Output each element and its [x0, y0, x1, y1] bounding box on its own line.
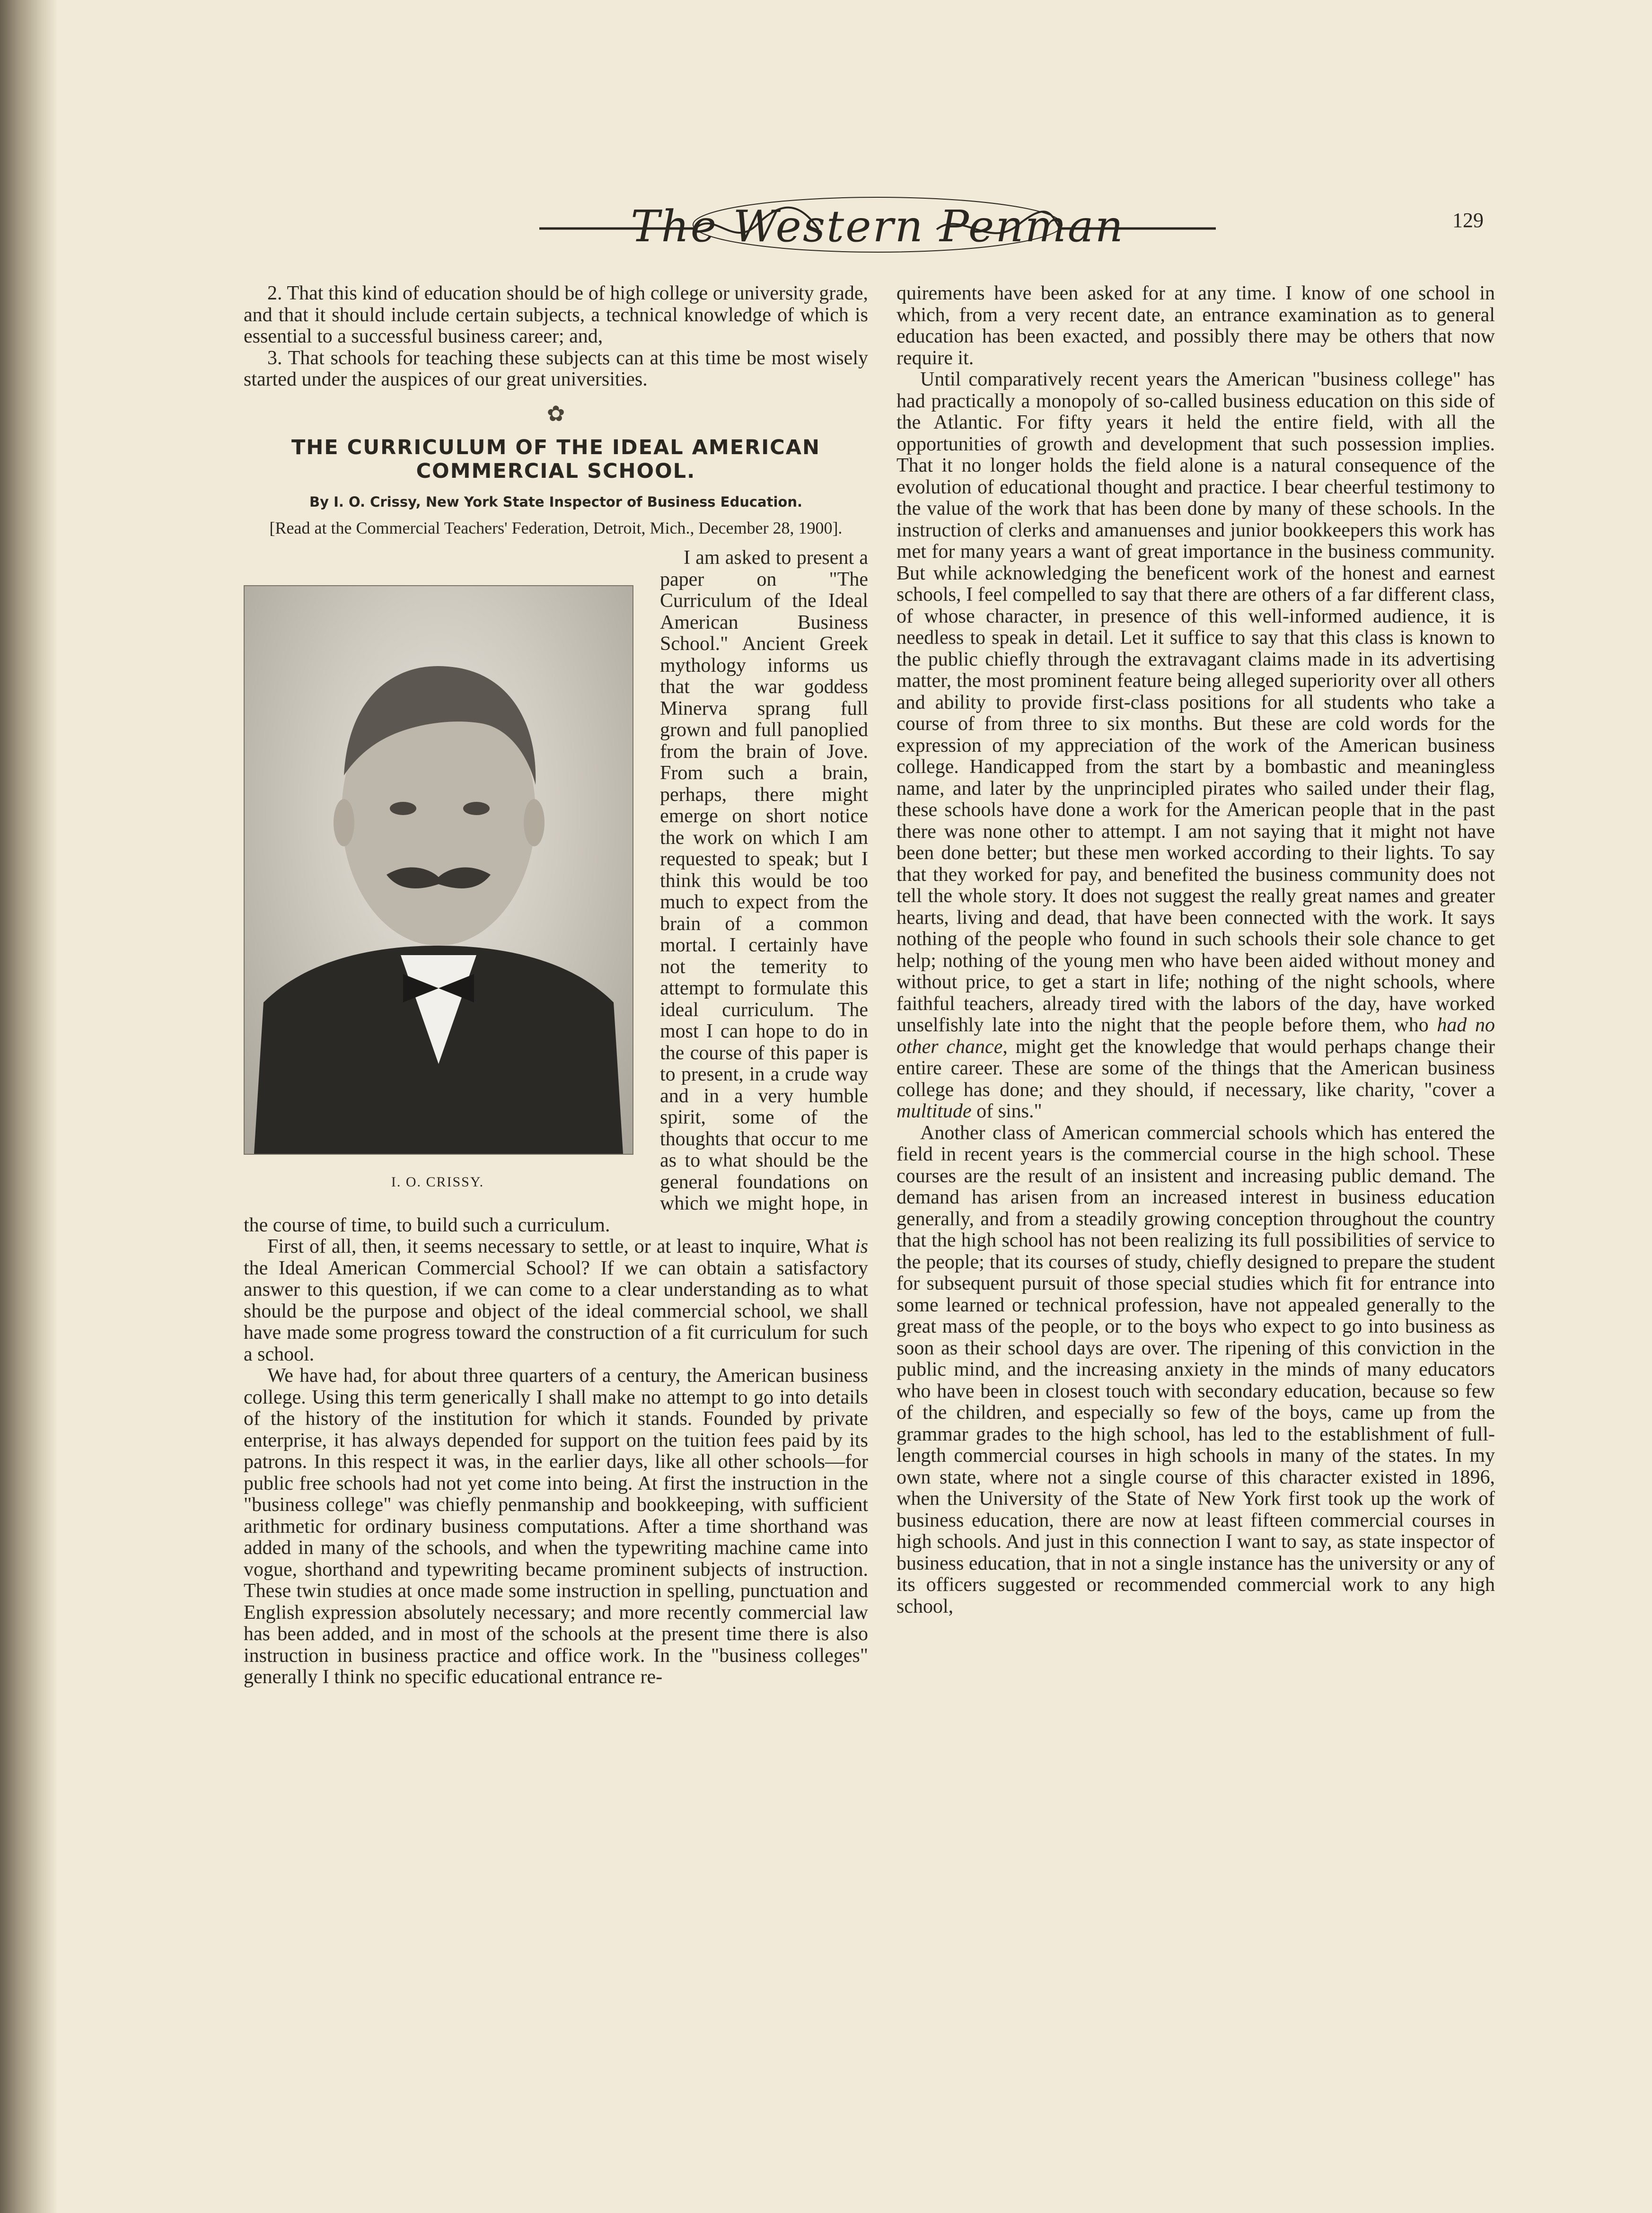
paragraph: 2. That this kind of education should be of high college or university grade, and that it should include certain subjects, a technical knowledge of which is essential to a successful business career; and, — [244, 282, 868, 347]
paragraph: Another class of American commercial schools which has entered the field in recent years is the commercial course in the high school. These courses are the result of an insistent and increasing public demand. The demand has arisen from an increased interest in business education generally, and from a steadily growing conception throughout the country that the high school has not been realizing its full possibilities of service to the people; that its courses of study, chiefly designed to prepare the student for subsequent pursuit of those special studies which fit for entrance into some learned or technical profession, have not appealed generally to the great mass of the people, or to the boys who expect to go into business as soon as their school days are over. The ripening of this conviction in the public mind, and the increasing anxiety in the minds of many educators who have been in closest touch with secondary education, because so few of the children, and especially so few of the boys, came up from the grammar grades to the high school, has led to the establishment of full-length commercial courses in high schools in many of the states. In my own state, where not a single course of this character existed in 1896, when the University of the State of New York first took up the work of business education, there are now at least fifteen commercial courses in high schools. And just in this connection I want to say, as state inspector of business education, that in not a single instance has the university or any of its officers suggested or recommended commercial work to any high school, — [896, 1122, 1495, 1617]
book-spine-shadow — [0, 0, 57, 2213]
paragraph: 3. That schools for teaching these subjects can at this time be most wisely started under the auspices of our great universities. — [244, 347, 868, 390]
article-headline: THE CURRICULUM OF THE IDEAL AMERICAN COMMERCIAL SCHOOL. — [291, 436, 821, 483]
magazine-page — [57, 0, 1652, 2213]
portrait-photo — [244, 585, 633, 1155]
emphasis: multitude — [896, 1100, 972, 1122]
left-column — [244, 283, 868, 1688]
paragraph: First of all, then, it seems necessary to settle, or at least to inquire, What is the Ideal American Commercial School? If we can obtain a satisfactory answer to this question, if we can come to a clear understanding as to what should be the purpose and object of the ideal commercial school, we shall have made some progress toward the construction of a fit curriculum for such a school. — [244, 1236, 868, 1365]
emphasis: had no other chance — [896, 1014, 1495, 1058]
masthead-title: The Western Penman — [631, 201, 1125, 252]
masthead — [535, 182, 1221, 263]
read-note: [Read at the Commercial Teachers' Federation, Detroit, Mich., December 28, 1900]. — [269, 518, 843, 537]
paragraph: I am asked to present a paper on "The Curriculum of the Ideal American Business School." Ancient Greek mythology informs us that the war goddess Minerva sprang full grown and full panoplied from the brain of Jove. From such a brain, perhaps, there might emerge on short notice the work on which I am requested to speak; but I think this would be too much to expect from the brain of a common mortal. I certainly have not the temerity to attempt to formulate this ideal curriculum. The most I can hope to do in the course of this paper is to present, in a crude way and in a very humble spirit, some of the thoughts that occur to me as to what should be the general foundations on which we might hope, in the course of time, to build such a curriculum. — [244, 547, 868, 1236]
paragraph: quirements have been asked for at any time. I know of one school in which, from a very recent date, an entrance examination as to general education has been exacted, and possibly there may be others that now require it. — [896, 282, 1495, 369]
article-byline: By I. O. Crissy, New York State Inspector of Business Education. — [309, 494, 803, 510]
portrait-caption: I. O. CRISSY. — [391, 1174, 484, 1190]
dingbat-ornament: ✿ — [546, 401, 565, 426]
paragraph: Until comparatively recent years the American "business college" has had practically a monopoly of so-called business education on this side of the Atlantic. For fifty years it held the entire field, with all the opportunities of growth and development that such possession implies. That it no longer holds the field alone is a natural consequence of the evolution of educational thought and practice. I bear cheerful testimony to the value of the work that has been done by many of these schools. In the instruction of clerks and amanuenses and junior bookkeepers this work has met for many years a want of great importance in the business community. But while acknowledging the beneficent work of the honest and earnest schools, I feel compelled to say that there are others of a far different class, of whose character, in presence of this well-informed audience, it is needless to speak in detail. Let it suffice to say that this class is known to the public chiefly through the extravagant claims made in its advertising matter, the most prominent feature being alleged superiority over all others and ability to provide first-class positions for all students who take a course of from three to six months. But these are cold words for the expression of my appreciation of the work of the American business college. Handicapped from the start by a bombastic and meaningless name, and later by the unprincipled pirates who sailed under their flag, these schools have done a work for the American people that in the past there was none other to attempt. I am not saying that it might not have been done better; but these men worked according to their lights. To say that they worked for pay, and benefited the business community does not tell the whole story. It does not suggest the really great names and greater hearts, living and dead, that have been connected with the work. It says nothing of the people who found in such schools their sole chance to get help; nothing of the young men who have been aided without money and without price, to get a start in life; nothing of the night schools, where faithful teachers, already tired with the labors of the day, have worked unselfishly late into the night that the people before them, who had no other chance, might get the knowledge that would perhaps change their entire career. These are some of the things that the American business college has done; and they should, if necessary, like charity, "cover a multitude of sins." — [896, 369, 1495, 1122]
portrait-figure — [244, 547, 650, 1193]
paragraph: We have had, for about three quarters of a century, the American business college. Using this term generically I shall make no attempt to go into details of the history of the institution for which it stands. Founded by private enterprise, it has always depended for support on the tuition fees paid by its patrons. In this respect it was, in the earlier days, like all other schools—for public free schools had not yet come into being. At first the instruction in the "business college" was chiefly penmanship and bookkeeping, with sufficient arithmetic for ordinary business computations. After a time shorthand was added in many of the schools, and when the typewriting machine came into vogue, shorthand and typewriting became prominent subjects of instruction. These twin studies at once made some instruction in spelling, punctuation and English expression absolutely necessary; and more recently commercial law has been added, and in most of the schools at the present time there is also instruction in business practice and office work. In the "business colleges" generally I think no specific educational entrance re- — [244, 1365, 868, 1688]
right-column — [896, 283, 1495, 1617]
page-number: 129 — [1452, 209, 1484, 232]
emphasis: is — [854, 1236, 868, 1257]
